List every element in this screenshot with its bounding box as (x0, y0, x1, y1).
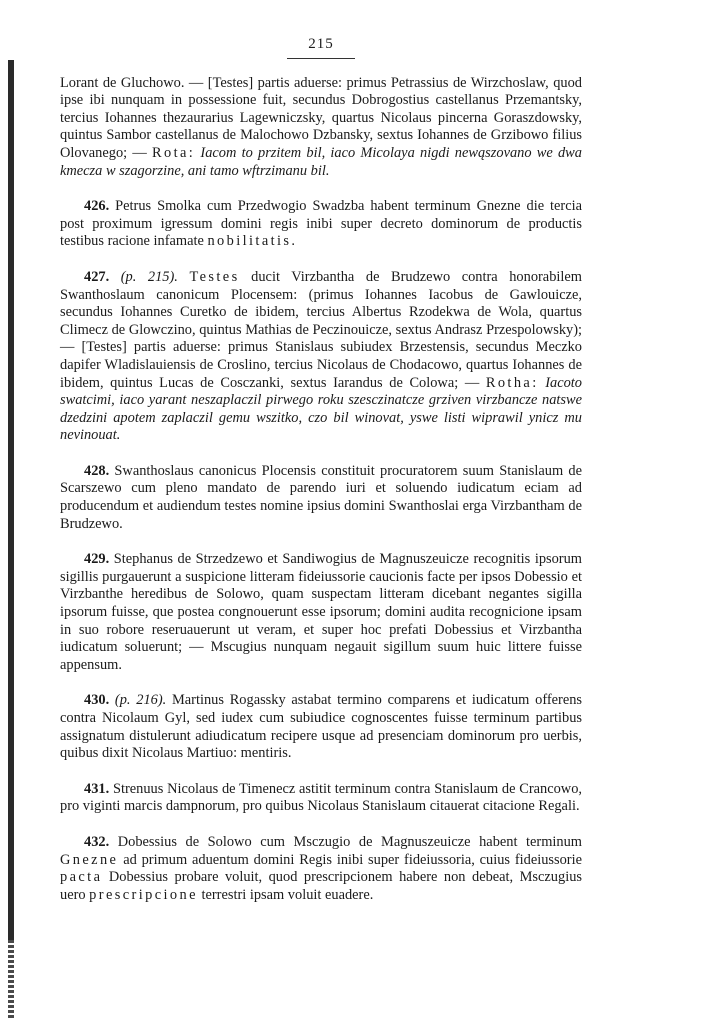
entry-430 (60, 692, 582, 762)
polish-testimony: Iacoto swatcimi, iaco yarant neszaplaczil pirwego roku szesczinatcze grziven virzbancze natswe dzedzini apotem zaplaczil gemu wszitko, czo bil winovat, yswe listi wiprawil ynicz mu nevinouat. (60, 374, 582, 444)
testes-word: Testes (189, 268, 240, 285)
entry-text: terrestri ipsam voluit euadere. (197, 886, 374, 903)
entry-text: Swanthoslaus canonicus Plocensis constituit procuratorem suum Stanislaum de Scarszewo cum pleno mandato de parendo iuri et soluendo iudicatum eciam ad producendum et audiendum testes nomine ipsius domini Swanthoslai erga Virzbantham de Brudzewo. (60, 462, 582, 532)
entry-429 (60, 551, 582, 674)
entry-text: ducit Virzbantha de Brudzewo contra honorabilem Swanthoslaum canonicum Plocensem: (primus Iohannes Iacobus de Gawlouicze, secundus Iohannes Curetko de ibidem, tercius Albertus Rzodekwa de Wola, quartus Climecz de Glowczino, quintus Mathias de Peczinouicze, sextus Andrasz Przespolowsky); — [Testes] partis aduerse: primus Stanislaus subiudex Brzestensis, secundus Meczko dapifer Wladislauiensis de Croslino, tercius Nicolaus de Chodacowo, quartus Iohannes de ibidem, quintus Lucas de Cosczanki, sextus Iarandus de Colowa; — (60, 268, 582, 391)
entry-number: 432. (84, 833, 110, 850)
entry-text: Dobessius probare voluit, quod prescripcionem habere non debeat, Msczugius uero (60, 869, 582, 903)
page-reference: (p. 216). (109, 692, 167, 709)
entry-text: ad primum aduentum domini Regis inibi super fideiussoria, cuius fideiussorie (118, 851, 582, 868)
entry-number: 429. (84, 551, 110, 568)
entry-text: Dobessius de Solowo cum Msczugio de Magnuszeuicze habent terminum (109, 833, 582, 850)
rota-label: Rota: (151, 144, 196, 161)
entry-text: Stephanus de Strzedzewo et Sandiwogius de Magnuszeuicze recognitis ipsorum sigillis purgauerunt a suspicione litteram fideiussorie caucionis facte per ipsos Dobessio et Virzbanthe heredibus de Solowo, quam suspectam litteram dicebant negantes sigilla ipsorum fuisse, que postea congnouerunt esse ipsorum; domini audita recognicione ipsam in suo robore reseruauerunt ut veram, et super hoc prefati Dobessius et Virzbantha iudicatum soluerunt; — Mscugius nunquam negauit sigillum suum huic littere fuisse appensum. (60, 551, 582, 673)
scan-binding-edge-lower (8, 940, 14, 1019)
entry-text: Strenuus Nicolaus de Timenecz astitit terminum contra Stanislaum de Crancowo, pro viginti marcis dampnorum, pro quibus Nicolaus Stanislaum citauerat citacione Regali. (60, 780, 582, 815)
entry-number: 431. (84, 780, 110, 797)
entry-text: Martinus Rogassky astabat termino comparens et iudicatum offerens contra Nicolaum Gyl, sed iudex cum subiudice cognoscentes fuisse terminum partibus assignatum distulerunt adiudicatum recipere usque ad presenciam dominorum pro uerbis, quibus dixit Nicolaus Martiuo: mentiris. (60, 692, 582, 762)
page-number: 215 (308, 36, 334, 52)
page-number-rule (287, 58, 355, 59)
spaced-word: Gnezne (60, 851, 119, 868)
entry-number: 428. (84, 462, 110, 479)
document-page (60, 36, 582, 922)
spaced-word: pacta (60, 869, 103, 886)
entry-431 (60, 781, 582, 816)
entry-number: 427. (84, 268, 110, 285)
polish-testimony: Iacom to przitem bil, iaco Micolaya nigdi newąszovano we dwa kmecza w szagorzine, ani tamo wftrzimanu bil. (60, 144, 582, 179)
entry-text: Petrus Smolka cum Przedwogio Swadzba habent terminum Gnezne die tercia post proximum igressum domini regis inibi super decreto dominorum de productis testibus racione infamate (60, 198, 582, 250)
entry-432 (60, 834, 582, 904)
entry-428 (60, 463, 582, 533)
scan-binding-edge (8, 60, 14, 940)
entry-text: Lorant de Gluchowo. — [Testes] partis aduerse: primus Petrassius de Wirzchoslaw, quod ipse ibi nunquam in possessione fuit, secundus Dobrogostius castellanus Przemantsky, tercius Iohannes thezaurarius Lagewniczsky, quartus Nicolaus pincerna Goraszdowsky, quintus Sambor castellanus de Malochowo Dzbansky, sextus Iohannes de Grzibowo filius Olovanego; — (60, 74, 582, 161)
entry-number: 426. (84, 198, 110, 215)
rota-label: Rotha: (485, 374, 539, 391)
page-reference: (p. 215). (109, 268, 178, 285)
entry-number: 430. (84, 692, 110, 709)
entry-426 (60, 198, 582, 251)
entry-425-continuation (60, 75, 582, 181)
spaced-word: nobilitatis (207, 233, 292, 250)
entry-427 (60, 269, 582, 445)
spaced-word: prescripcione (89, 886, 198, 903)
entry-tail: . (291, 233, 296, 250)
